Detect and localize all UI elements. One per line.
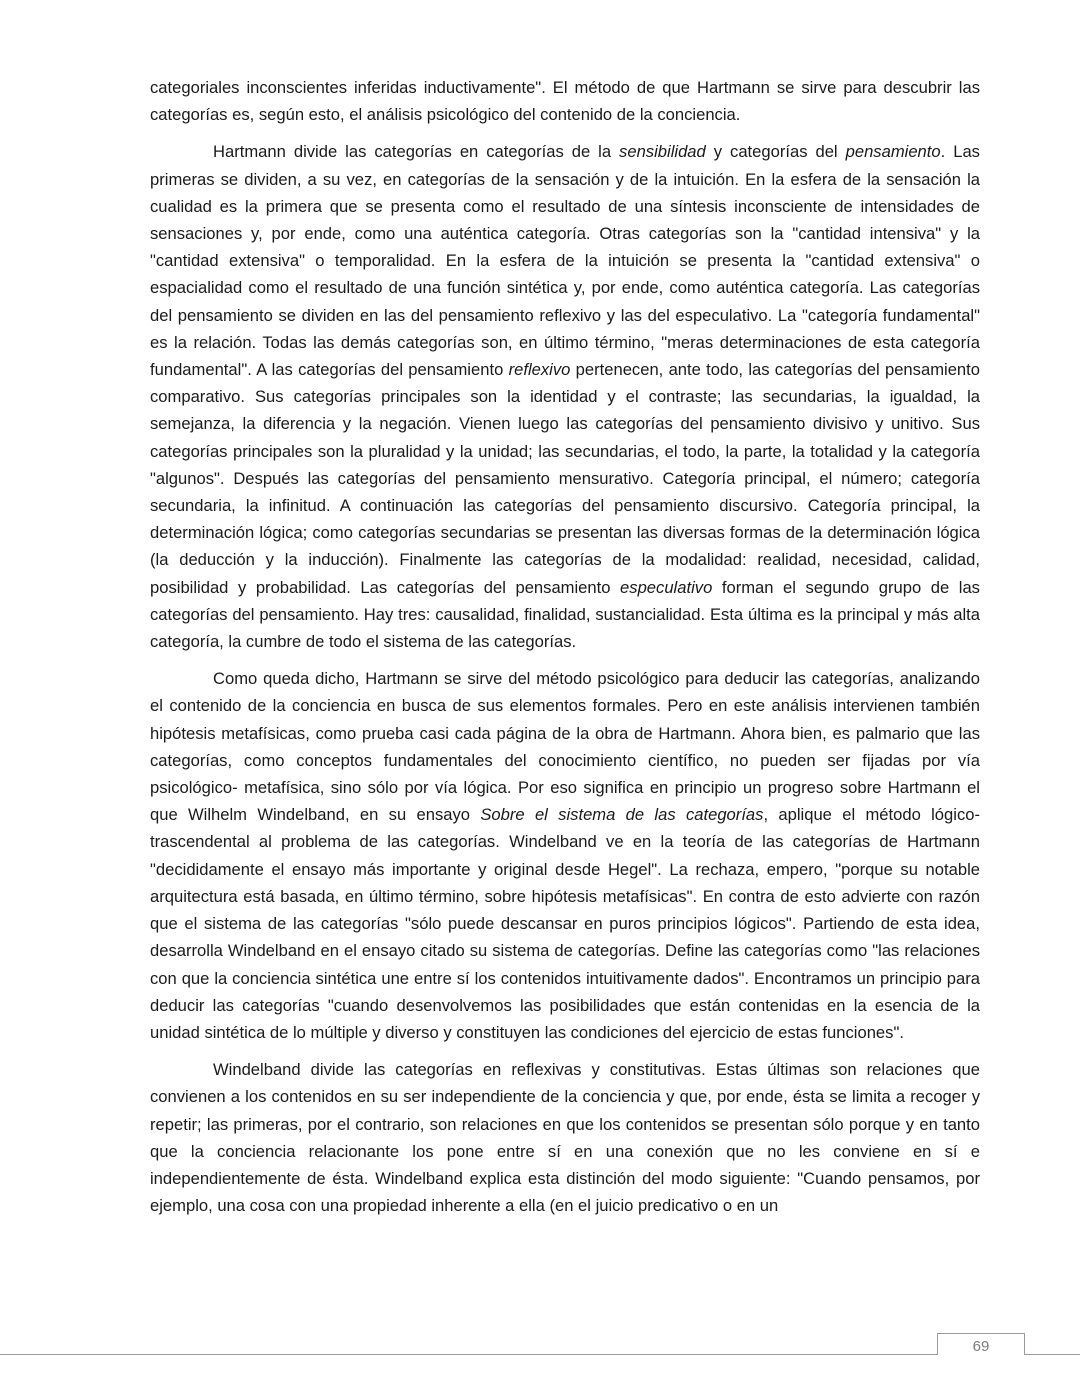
footer-rule xyxy=(0,1354,1080,1355)
text-segment: forman el segundo grupo de las categorías del pensamiento. Hay tres: causalidad, finalidad, sustancialidad. Esta última es la principal y más alta categoría, la cumbre de todo el sistema de las categorías. xyxy=(150,577,980,652)
italic-term: especulativo xyxy=(620,577,713,597)
text-segment: pertenecen, ante todo, las categorías del pensamiento comparativo. Sus categorías principales son la identidad y el contraste; las secundarias, la igualdad, la semejanza, la diferencia y la negación. Vienen luego las categorías del pensamiento divisivo y unitivo. Sus categorías principales son la pluralidad y la unidad; las secundarias, el todo, la parte, la totalidad y la categoría "algunos". Después las categorías del pensamiento mensurativo. Categoría principal, el número; categoría secundaria, la infinitud. A continuación las categorías del pensamiento discursivo. Categoría principal, la determinación lógica; como categorías secundarias se presentan las diversas formas de la determinación lógica (la deducción y la inducción). Finalmente las categorías de la modalidad: realidad, necesidad, calidad, posibilidad y probabilidad. Las categorías del pensamiento xyxy=(150,360,980,597)
paragraph-2 xyxy=(150,138,980,655)
text-segment: Hartmann divide las categorías en categorías de la xyxy=(213,142,620,162)
paragraph-3 xyxy=(150,665,980,1046)
paragraph-4 xyxy=(150,1056,980,1219)
italic-book-title: Sobre el sistema de las categorías xyxy=(480,805,764,825)
italic-term: reflexivo xyxy=(508,360,571,380)
text-segment: y categorías del xyxy=(705,142,846,162)
italic-term: sensibilidad xyxy=(619,142,706,162)
page-number: 69 xyxy=(972,1338,990,1355)
page-number-box xyxy=(937,1333,1025,1355)
text-segment: Como queda dicho, Hartmann se sirve del método psicológico para deducir las categorías, analizando el contenido de la conciencia en busca de sus elementos formales. Pero en este análisis intervienen también hipótesis metafísicas, como prueba casi cada página de la obra de Hartmann. Ahora bien, es palmario que las categorías, como conceptos fundamentales del conocimiento científico, no pueden ser fijadas por vía psicológico- metafísica, sino sólo por vía lógica. Por eso significa en principio un progreso sobre Hartmann el que Wilhelm Windelband, en su ensayo xyxy=(150,669,980,825)
text-segment: , aplique el método lógico-trascendental al problema de las categorías. Windelband ve en la teoría de las categorías de Hartmann "decididamente el ensayo más importante y original desde Hegel". La rechaza, empero, "porque su notable arquitectura está basada, en último término, sobre hipótesis metafísicas". En contra de esto advierte con razón que el sistema de las categorías "sólo puede descansar en puros principios lógicos". Partiendo de esta idea, desarrolla Windelband en el ensayo citado su sistema de categorías. Define las categorías como "las relaciones con que la conciencia sintética une entre sí los contenidos intuitivamente dados". Encontramos un principio para deducir las categorías "cuando desenvolvemos las posibilidades que están contenidas en la esencia de la unidad sintética de lo múltiple y diverso y constituyen las condiciones del ejercicio de estas funciones". xyxy=(150,805,980,1042)
italic-term: pensamiento xyxy=(845,142,941,162)
text-segment: categoriales inconscientes inferidas inductivamente". El método de que Hartmann se sirve para descubrir las categorías es, según esto, el análisis psicológico del contenido de la conciencia. xyxy=(150,78,980,125)
paragraph-1 xyxy=(150,74,980,128)
text-segment: Windelband divide las categorías en reflexivas y constitutivas. Estas últimas son relaciones que convienen a los contenidos en su ser independiente de la conciencia y que, por ende, ésta se limita a recoger y repetir; las primeras, por el contrario, son relaciones en que los contenidos se presentan sólo porque y en tanto que la conciencia relacionante los pone entre sí en una conexión que no les conviene en sí e independientemente de ésta. Windelband explica esta distinción del modo siguiente: "Cuando pensamos, por ejemplo, una cosa con una propiedad inherente a ella (en el juicio predicativo o en un xyxy=(150,1060,980,1216)
document-body xyxy=(150,74,980,1229)
text-segment: . Las primeras se dividen, a su vez, en categorías de la sensación y de la intuición. En la esfera de la sensación la cualidad es la primera que se presenta como el resultado de una síntesis inconsciente de intensidades de sensaciones y, por ende, como una auténtica categoría. Otras categorías son la "cantidad intensiva" y la "cantidad extensiva" o temporalidad. En la esfera de la intuición se presenta la "cantidad extensiva" o espacialidad como el resultado de una función sintética y, por ende, como auténtica categoría. Las categorías del pensamiento se dividen en las del pensamiento reflexivo y las del especulativo. La "categoría fundamental" es la relación. Todas las demás categorías son, en último término, "meras determinaciones de esta categoría fundamental". A las categorías del pensamiento xyxy=(150,142,980,380)
